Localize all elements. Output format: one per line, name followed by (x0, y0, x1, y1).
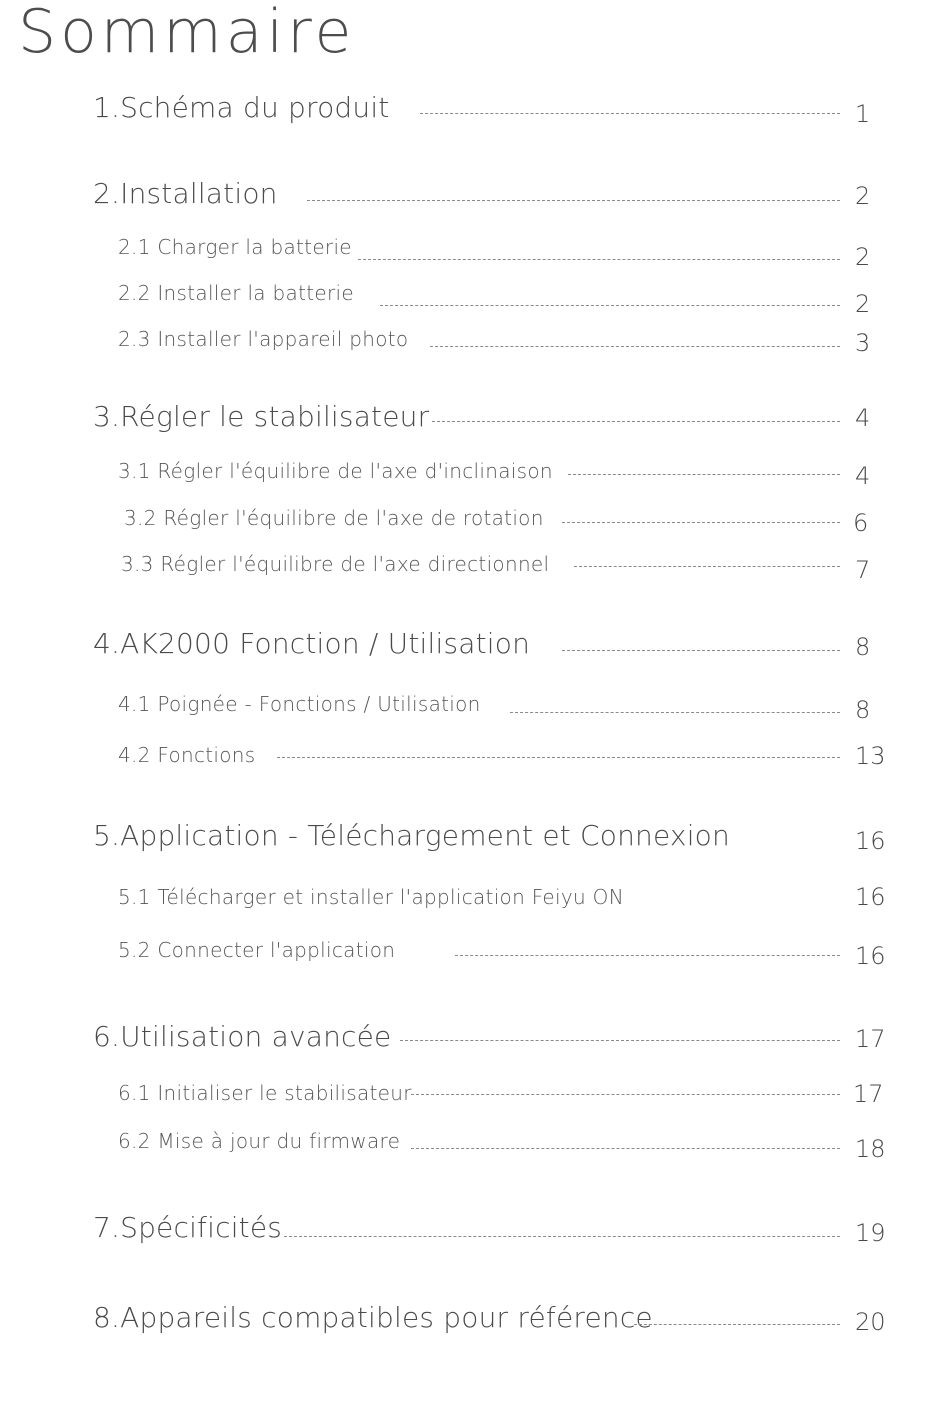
leader-dots (562, 650, 840, 651)
toc-page-number: 1 (855, 100, 871, 128)
toc-page-number: 4 (855, 404, 871, 432)
leader-dots (411, 1148, 840, 1149)
toc-label: 6.1 Initialiser le stabilisateur (118, 1081, 412, 1105)
toc-label: 3.3 Régler l'équilibre de l'axe directionnel (121, 552, 550, 576)
toc-page-number: 19 (855, 1219, 886, 1247)
toc-label: 2.3 Installer l'appareil photo (118, 327, 409, 351)
toc-label: 7.Spécificités (93, 1211, 283, 1244)
toc-page-number: 3 (855, 329, 871, 357)
toc-label: 3.2 Régler l'équilibre de l'axe de rotation (124, 506, 544, 530)
toc-page-number: 18 (855, 1135, 886, 1163)
toc-label: 6.Utilisation avancée (93, 1020, 392, 1053)
toc-page-number: 16 (855, 883, 886, 911)
toc-label: 8.Appareils compatibles pour référence (93, 1301, 653, 1334)
leader-dots (455, 955, 840, 956)
leader-dots (510, 712, 840, 713)
leader-dots (568, 474, 840, 475)
toc-label: 3.Régler le stabilisateur (93, 400, 430, 433)
toc-page-number: 17 (853, 1080, 884, 1108)
toc-page-number: 8 (855, 696, 871, 724)
toc-label: 4.AK2000 Fonction / Utilisation (93, 627, 531, 660)
toc-page-number: 8 (855, 633, 871, 661)
page-title: Sommaire (18, 0, 356, 67)
toc-page-number: 4 (855, 462, 871, 490)
toc-page-number: 13 (855, 742, 886, 770)
toc-page-number: 16 (855, 942, 886, 970)
leader-dots (432, 421, 840, 422)
leader-dots (284, 1236, 840, 1237)
leader-dots (400, 1040, 840, 1041)
toc-label: 4.1 Poignée - Fonctions / Utilisation (118, 692, 481, 716)
leader-dots (562, 522, 840, 523)
toc-page-number: 6 (853, 509, 869, 537)
toc-label: 5.1 Télécharger et installer l'application Feiyu ON (118, 885, 624, 909)
toc-label: 3.1 Régler l'équilibre de l'axe d'inclinaison (118, 459, 553, 483)
toc-page-number: 16 (855, 827, 886, 855)
leader-dots (307, 200, 840, 201)
leader-dots (574, 566, 840, 567)
leader-dots (420, 113, 840, 114)
toc-page-number: 20 (855, 1308, 886, 1336)
toc-label: 1.Schéma du produit (93, 91, 390, 124)
toc-page-number: 7 (855, 556, 871, 584)
toc-label: 5.Application - Téléchargement et Connexion (93, 819, 730, 852)
toc-label: 2.1 Charger la batterie (118, 235, 352, 259)
leader-dots (380, 305, 840, 306)
leader-dots (358, 259, 840, 260)
toc-label: 6.2 Mise à jour du firmware (118, 1129, 401, 1153)
toc-page-number: 17 (855, 1025, 886, 1053)
toc-label: 4.2 Fonctions (118, 743, 256, 767)
toc-label: 2.2 Installer la batterie (118, 281, 354, 305)
leader-dots (411, 1094, 840, 1095)
toc-label: 2.Installation (93, 177, 278, 210)
toc-label: 5.2 Connecter l'application (118, 938, 396, 962)
leader-dots (634, 1324, 840, 1325)
toc-page-number: 2 (855, 243, 871, 271)
toc-page-number: 2 (855, 182, 871, 210)
leader-dots (277, 757, 840, 758)
toc-page-number: 2 (855, 290, 871, 318)
leader-dots (430, 346, 840, 347)
